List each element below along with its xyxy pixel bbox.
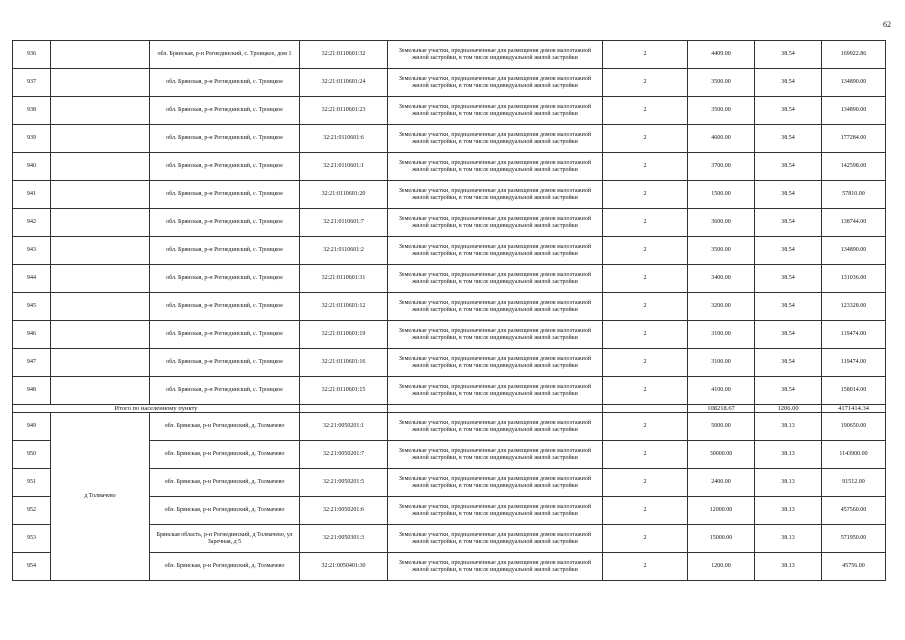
rate-cell: 38.54	[755, 41, 822, 69]
value-cell: 119474.00	[822, 321, 886, 349]
area-cell: 4600.00	[688, 125, 755, 153]
purpose-cell: Земельные участки, предназначенные для размещения домов малоэтажной жилой застройки, в том числе индивидуальной жилой застройки	[388, 69, 603, 97]
cadastral-number-cell: 32:21:0110601:2	[300, 237, 388, 265]
value-cell: 131036.00	[822, 265, 886, 293]
rate-cell: 38.54	[755, 153, 822, 181]
address-cell: обл. Брянская, р-н Рогнединский, с. Троицкое	[150, 321, 300, 349]
address-cell: обл. Брянская, р-н Рогнединский, с. Троицкое	[150, 265, 300, 293]
table-row	[13, 125, 886, 153]
row-number: 952	[13, 497, 51, 525]
area-cell: 1200.00	[688, 553, 755, 581]
area-cell: 12000.00	[688, 497, 755, 525]
row-number: 936	[13, 41, 51, 69]
value-cell: 134890.00	[822, 97, 886, 125]
cadastral-number-cell: 32:21:0050201:1	[300, 413, 388, 441]
purpose-cell: Земельные участки, предназначенные для размещения домов малоэтажной жилой застройки, в том числе индивидуальной жилой застройки	[388, 293, 603, 321]
settlement-cell	[51, 237, 150, 265]
area-cell: 2400.00	[688, 469, 755, 497]
rate-cell: 38.54	[755, 181, 822, 209]
total-row	[13, 405, 886, 413]
area-cell: 3500.00	[688, 97, 755, 125]
cadastral-number-cell: 32:21:0110601:19	[300, 321, 388, 349]
rate-cell: 38.13	[755, 497, 822, 525]
total-empty-purpose	[388, 405, 603, 413]
rate-cell: 38.54	[755, 97, 822, 125]
category-cell: 2	[603, 153, 688, 181]
value-cell: 123328.00	[822, 293, 886, 321]
address-cell: обл. Брянская, р-н Рогнединский, д. Толмачево	[150, 497, 300, 525]
cadastral-number-cell: 32:21:0110601:31	[300, 265, 388, 293]
value-cell: 457560.00	[822, 497, 886, 525]
rate-cell: 38.54	[755, 349, 822, 377]
category-cell: 2	[603, 209, 688, 237]
table-row	[13, 41, 886, 69]
area-cell: 30000.00	[688, 441, 755, 469]
area-cell: 4409.00	[688, 41, 755, 69]
row-number: 945	[13, 293, 51, 321]
settlement-cell	[51, 265, 150, 293]
address-cell: обл. Брянская, р-н Рогнединский, д. Толмачево	[150, 413, 300, 441]
area-cell: 3100.00	[688, 349, 755, 377]
category-cell: 2	[603, 97, 688, 125]
category-cell: 2	[603, 441, 688, 469]
address-cell: обл. Брянская, р-н Рогнединский, д. Толмачево	[150, 553, 300, 581]
table-body-group-1	[13, 41, 886, 405]
cadastral-number-cell: 32:21:0110601:15	[300, 377, 388, 405]
value-cell: 57810.00	[822, 181, 886, 209]
table-row	[13, 413, 886, 441]
category-cell: 2	[603, 413, 688, 441]
cadastral-number-cell: 32:21:0110601:1	[300, 153, 388, 181]
value-cell: 142598.00	[822, 153, 886, 181]
settlement-cell	[51, 209, 150, 237]
cadastral-number-cell: 32:21:0110601:20	[300, 181, 388, 209]
area-cell: 5000.00	[688, 413, 755, 441]
table-row	[13, 153, 886, 181]
area-cell: 15000.00	[688, 525, 755, 553]
cadastral-number-cell: 32:21:0050201:7	[300, 441, 388, 469]
cadastral-number-cell: 32:21:0050401:30	[300, 553, 388, 581]
purpose-cell: Земельные участки, предназначенные для размещения домов малоэтажной жилой застройки, в том числе индивидуальной жилой застройки	[388, 497, 603, 525]
address-cell: обл. Брянская, р-н Рогнединский, с. Троицкое, дом 1	[150, 41, 300, 69]
rate-cell: 38.13	[755, 413, 822, 441]
row-number: 937	[13, 69, 51, 97]
settlement-cell	[51, 69, 150, 97]
row-number: 941	[13, 181, 51, 209]
row-number: 938	[13, 97, 51, 125]
value-cell: 45756.00	[822, 553, 886, 581]
table-row	[13, 265, 886, 293]
settlement-cell	[51, 181, 150, 209]
rate-cell: 38.13	[755, 441, 822, 469]
table-row	[13, 209, 886, 237]
value-cell: 138744.00	[822, 209, 886, 237]
category-cell: 2	[603, 553, 688, 581]
purpose-cell: Земельные участки, предназначенные для размещения домов малоэтажной жилой застройки, в том числе индивидуальной жилой застройки	[388, 125, 603, 153]
rate-cell: 38.13	[755, 525, 822, 553]
row-number: 942	[13, 209, 51, 237]
purpose-cell: Земельные участки, предназначенные для размещения домов малоэтажной жилой застройки, в том числе индивидуальной жилой застройки	[388, 553, 603, 581]
rate-cell: 38.54	[755, 125, 822, 153]
total-area: 108218.67	[688, 405, 755, 413]
category-cell: 2	[603, 69, 688, 97]
settlement-cell	[51, 321, 150, 349]
row-number: 947	[13, 349, 51, 377]
category-cell: 2	[603, 125, 688, 153]
area-cell: 3600.00	[688, 209, 755, 237]
table-row	[13, 293, 886, 321]
purpose-cell: Земельные участки, предназначенные для размещения домов малоэтажной жилой застройки, в том числе индивидуальной жилой застройки	[388, 349, 603, 377]
category-cell: 2	[603, 181, 688, 209]
area-cell: 3700.00	[688, 153, 755, 181]
value-cell: 134890.00	[822, 237, 886, 265]
cadastral-number-cell: 32:21:0050201:6	[300, 497, 388, 525]
settlement-cell	[51, 41, 150, 69]
total-empty-category	[603, 405, 688, 413]
table-row	[13, 377, 886, 405]
table-row	[13, 69, 886, 97]
purpose-cell: Земельные участки, предназначенные для размещения домов малоэтажной жилой застройки, в том числе индивидуальной жилой застройки	[388, 265, 603, 293]
row-number: 943	[13, 237, 51, 265]
total-rate: 1206.00	[755, 405, 822, 413]
cadastral-number-cell: 32:21:0050301:3	[300, 525, 388, 553]
row-number: 944	[13, 265, 51, 293]
settlement-cell	[51, 153, 150, 181]
rate-cell: 38.54	[755, 377, 822, 405]
category-cell: 2	[603, 525, 688, 553]
purpose-cell: Земельные участки, предназначенные для размещения домов малоэтажной жилой застройки, в том числе индивидуальной жилой застройки	[388, 525, 603, 553]
cadastral-number-cell: 32:21:0110601:16	[300, 349, 388, 377]
settlement-cell	[51, 377, 150, 405]
row-number: 953	[13, 525, 51, 553]
value-cell: 119474.00	[822, 349, 886, 377]
category-cell: 2	[603, 41, 688, 69]
value-cell: 1143900.00	[822, 441, 886, 469]
category-cell: 2	[603, 293, 688, 321]
row-number: 939	[13, 125, 51, 153]
table-row	[13, 97, 886, 125]
table-row	[13, 321, 886, 349]
table-row	[13, 349, 886, 377]
rate-cell: 38.54	[755, 265, 822, 293]
cadastral-number-cell: 32:21:0110601:7	[300, 209, 388, 237]
rate-cell: 38.13	[755, 469, 822, 497]
category-cell: 2	[603, 237, 688, 265]
cadastral-number-cell: 32:21:0110601:12	[300, 293, 388, 321]
settlement-name: д Толмачево	[51, 413, 150, 581]
row-number: 940	[13, 153, 51, 181]
address-cell: обл. Брянская, р-н Рогнединский, с. Троицкое	[150, 237, 300, 265]
settlement-cell	[51, 125, 150, 153]
rate-cell: 38.13	[755, 553, 822, 581]
category-cell: 2	[603, 377, 688, 405]
address-cell: обл. Брянская, р-н Рогнединский, с. Троицкое	[150, 181, 300, 209]
page-number: 62	[883, 20, 891, 29]
value-cell: 190650.00	[822, 413, 886, 441]
address-cell: обл. Брянская, р-н Рогнединский, с. Троицкое	[150, 125, 300, 153]
address-cell: обл. Брянская, р-н Рогнединский, с. Троицкое	[150, 349, 300, 377]
rate-cell: 38.54	[755, 69, 822, 97]
address-cell: Брянская область, р-н Рогнединский, д Толмачево, ул Заречная, д 5	[150, 525, 300, 553]
rate-cell: 38.54	[755, 209, 822, 237]
category-cell: 2	[603, 497, 688, 525]
land-registry-table	[12, 40, 886, 581]
row-number: 950	[13, 441, 51, 469]
area-cell: 3500.00	[688, 237, 755, 265]
cadastral-number-cell: 32:21:0110601:32	[300, 41, 388, 69]
value-cell: 158014.00	[822, 377, 886, 405]
value-cell: 91512.00	[822, 469, 886, 497]
cadastral-number-cell: 32:21:0050201:5	[300, 469, 388, 497]
total-empty-cad	[300, 405, 388, 413]
area-cell: 1500.00	[688, 181, 755, 209]
category-cell: 2	[603, 349, 688, 377]
row-number: 946	[13, 321, 51, 349]
cadastral-number-cell: 32:21:0110601:6	[300, 125, 388, 153]
area-cell: 3400.00	[688, 265, 755, 293]
address-cell: обл. Брянская, р-н Рогнединский, д. Толмачево	[150, 469, 300, 497]
address-cell: обл. Брянская, р-н Рогнединский, с. Троицкое	[150, 69, 300, 97]
settlement-cell	[51, 293, 150, 321]
area-cell: 4100.00	[688, 377, 755, 405]
rate-cell: 38.54	[755, 293, 822, 321]
address-cell: обл. Брянская, р-н Рогнединский, с. Троицкое	[150, 153, 300, 181]
purpose-cell: Земельные участки, предназначенные для размещения домов малоэтажной жилой застройки, в том числе индивидуальной жилой застройки	[388, 321, 603, 349]
rate-cell: 38.54	[755, 237, 822, 265]
value-cell: 571950.00	[822, 525, 886, 553]
purpose-cell: Земельные участки, предназначенные для размещения домов малоэтажной жилой застройки, в том числе индивидуальной жилой застройки	[388, 41, 603, 69]
value-cell: 134890.00	[822, 69, 886, 97]
settlement-cell	[51, 349, 150, 377]
cadastral-number-cell: 32:21:0110601:23	[300, 97, 388, 125]
rate-cell: 38.54	[755, 321, 822, 349]
address-cell: обл. Брянская, р-н Рогнединский, д. Толмачево	[150, 441, 300, 469]
total-label: Итого по населенному пункту	[13, 405, 300, 413]
row-number: 949	[13, 413, 51, 441]
purpose-cell: Земельные участки, предназначенные для размещения домов малоэтажной жилой застройки, в том числе индивидуальной жилой застройки	[388, 441, 603, 469]
row-number: 948	[13, 377, 51, 405]
category-cell: 2	[603, 469, 688, 497]
address-cell: обл. Брянская, р-н Рогнединский, с. Троицкое	[150, 209, 300, 237]
total-value: 4171414.34	[822, 405, 886, 413]
purpose-cell: Земельные участки, предназначенные для размещения домов малоэтажной жилой застройки, в том числе индивидуальной жилой застройки	[388, 97, 603, 125]
category-cell: 2	[603, 321, 688, 349]
purpose-cell: Земельные участки, предназначенные для размещения домов малоэтажной жилой застройки, в том числе индивидуальной жилой застройки	[388, 377, 603, 405]
table-body-group-2	[13, 413, 886, 581]
purpose-cell: Земельные участки, предназначенные для размещения домов малоэтажной жилой застройки, в том числе индивидуальной жилой застройки	[388, 469, 603, 497]
area-cell: 3200.00	[688, 293, 755, 321]
purpose-cell: Земельные участки, предназначенные для размещения домов малоэтажной жилой застройки, в том числе индивидуальной жилой застройки	[388, 237, 603, 265]
area-cell: 3100.00	[688, 321, 755, 349]
table-row	[13, 237, 886, 265]
row-number: 954	[13, 553, 51, 581]
value-cell: 177284.00	[822, 125, 886, 153]
settlement-cell	[51, 97, 150, 125]
area-cell: 3500.00	[688, 69, 755, 97]
purpose-cell: Земельные участки, предназначенные для размещения домов малоэтажной жилой застройки, в том числе индивидуальной жилой застройки	[388, 413, 603, 441]
address-cell: обл. Брянская, р-н Рогнединский, с. Троицкое	[150, 97, 300, 125]
purpose-cell: Земельные участки, предназначенные для размещения домов малоэтажной жилой застройки, в том числе индивидуальной жилой застройки	[388, 181, 603, 209]
value-cell: 169922.86	[822, 41, 886, 69]
row-number: 951	[13, 469, 51, 497]
table-row	[13, 181, 886, 209]
purpose-cell: Земельные участки, предназначенные для размещения домов малоэтажной жилой застройки, в том числе индивидуальной жилой застройки	[388, 209, 603, 237]
cadastral-number-cell: 32:21:0110601:24	[300, 69, 388, 97]
purpose-cell: Земельные участки, предназначенные для размещения домов малоэтажной жилой застройки, в том числе индивидуальной жилой застройки	[388, 153, 603, 181]
address-cell: обл. Брянская, р-н Рогнединский, с. Троицкое	[150, 293, 300, 321]
table-body-total	[13, 405, 886, 413]
address-cell: обл. Брянская, р-н Рогнединский, с. Троицкое	[150, 377, 300, 405]
category-cell: 2	[603, 265, 688, 293]
